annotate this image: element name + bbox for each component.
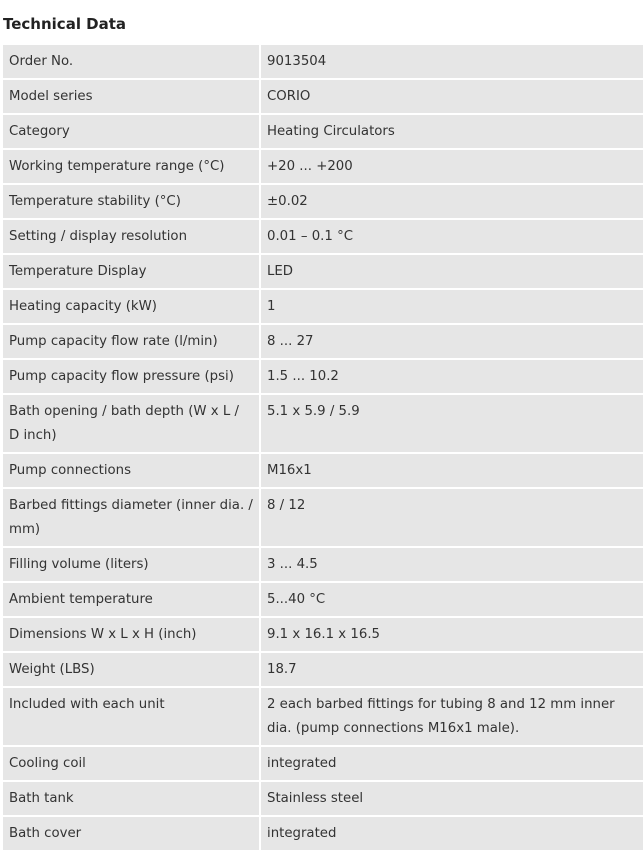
spec-label: Order No. (3, 45, 259, 78)
table-row (3, 360, 643, 393)
spec-value: 1.5 ... 10.2 (261, 360, 643, 393)
spec-label: Setting / display resolution (3, 220, 259, 253)
spec-value: ±0.02 (261, 185, 643, 218)
spec-value: 18.7 (261, 653, 643, 686)
spec-label: Dimensions W x L x H (inch) (3, 618, 259, 651)
table-row (3, 454, 643, 487)
table-row (3, 817, 643, 850)
spec-value: Stainless steel (261, 782, 643, 815)
table-row (3, 782, 643, 815)
spec-label: Bath tank (3, 782, 259, 815)
spec-label: Cooling coil (3, 747, 259, 780)
spec-value: Heating Circulators (261, 115, 643, 148)
spec-value: 3 ... 4.5 (261, 548, 643, 581)
spec-value: +20 ... +200 (261, 150, 643, 183)
spec-label: Temperature Display (3, 255, 259, 288)
spec-value: 0.01 – 0.1 °C (261, 220, 643, 253)
spec-value: integrated (261, 817, 643, 850)
table-row (3, 548, 643, 581)
spec-label: Pump capacity flow pressure (psi) (3, 360, 259, 393)
spec-value: 1 (261, 290, 643, 323)
spec-value: 8 / 12 (261, 489, 643, 546)
section-heading: Technical Data (3, 15, 127, 33)
table-row (3, 150, 643, 183)
table-row (3, 220, 643, 253)
spec-label: Model series (3, 80, 259, 113)
table-row (3, 747, 643, 780)
spec-label: Working temperature range (°C) (3, 150, 259, 183)
spec-value: 8 ... 27 (261, 325, 643, 358)
spec-value: LED (261, 255, 643, 288)
spec-value: M16x1 (261, 454, 643, 487)
table-row (3, 45, 643, 78)
spec-label: Pump capacity flow rate (l/min) (3, 325, 259, 358)
table-row (3, 255, 643, 288)
spec-label: Bath opening / bath depth (W x L / D inch) (3, 395, 259, 452)
table-row (3, 688, 643, 745)
table-row (3, 185, 643, 218)
table-row (3, 325, 643, 358)
table-row (3, 653, 643, 686)
spec-label: Barbed fittings diameter (inner dia. / mm) (3, 489, 259, 546)
spec-label: Weight (LBS) (3, 653, 259, 686)
spec-label: Included with each unit (3, 688, 259, 745)
spec-label: Filling volume (liters) (3, 548, 259, 581)
spec-label: Bath cover (3, 817, 259, 850)
spec-value: 9.1 x 16.1 x 16.5 (261, 618, 643, 651)
technical-data-table (1, 43, 643, 852)
spec-label: Temperature stability (°C) (3, 185, 259, 218)
spec-value: 5.1 x 5.9 / 5.9 (261, 395, 643, 452)
spec-label: Ambient temperature (3, 583, 259, 616)
table-row (3, 583, 643, 616)
spec-value: 2 each barbed fittings for tubing 8 and 12 mm inner dia. (pump connections M16x1 male). (261, 688, 643, 745)
spec-label: Category (3, 115, 259, 148)
spec-value: CORIO (261, 80, 643, 113)
table-row (3, 115, 643, 148)
table-row (3, 290, 643, 323)
table-row (3, 489, 643, 546)
spec-label: Pump connections (3, 454, 259, 487)
table-row (3, 395, 643, 452)
spec-value: 5...40 °C (261, 583, 643, 616)
technical-data-body (3, 45, 643, 850)
spec-value: integrated (261, 747, 643, 780)
spec-label: Heating capacity (kW) (3, 290, 259, 323)
spec-value: 9013504 (261, 45, 643, 78)
table-row (3, 618, 643, 651)
table-row (3, 80, 643, 113)
